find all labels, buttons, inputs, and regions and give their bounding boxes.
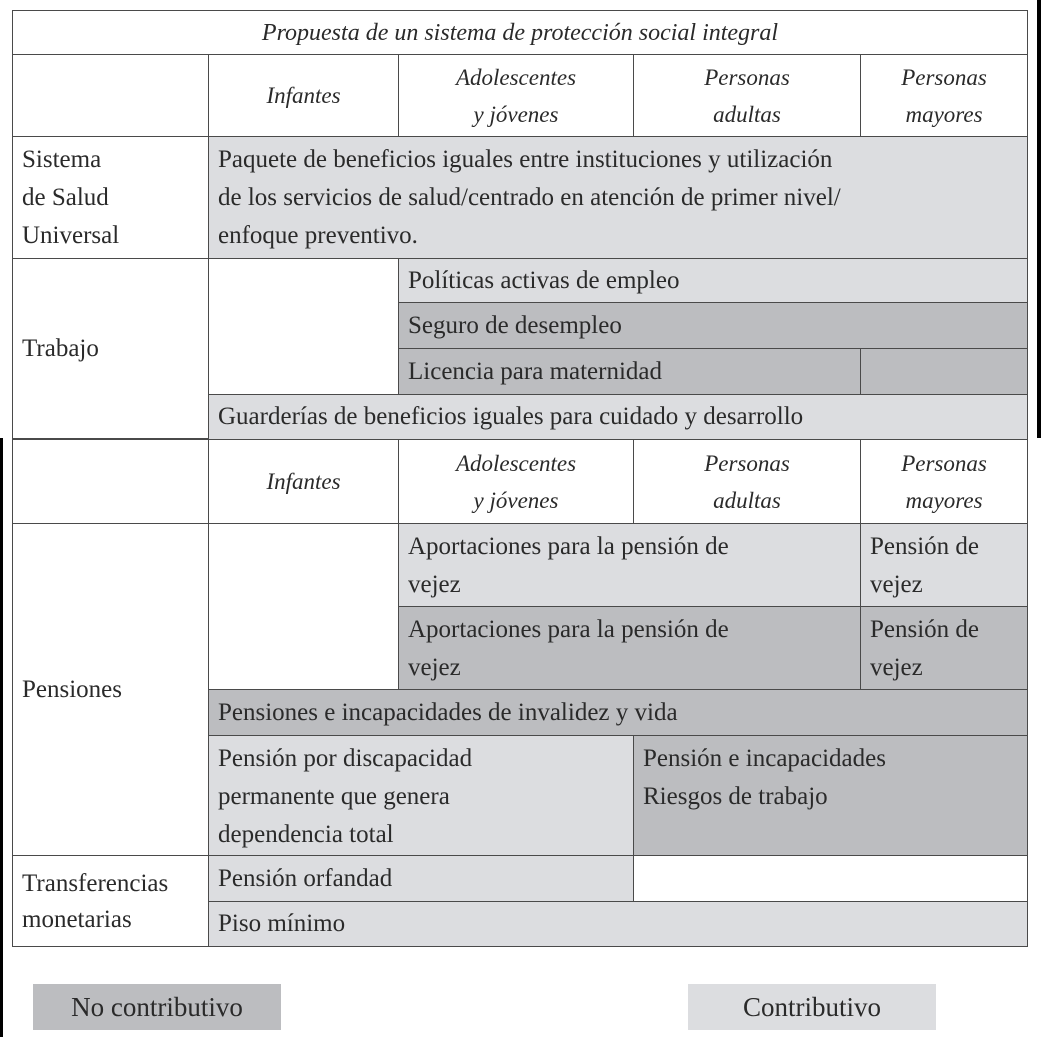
right-edge-bar	[1037, 0, 1041, 438]
header-infantes-2: Infantes	[208, 439, 399, 524]
row-label-pensiones: Pensiones	[12, 523, 209, 856]
salud-cell: Paquete de beneficios iguales entre instituciones y utilización de los servicios de salud/centrado en atención de primer nivel/ enfoque preventivo.	[208, 136, 1028, 259]
trabajo-licencia-mayores-empty	[860, 348, 1028, 395]
header-corner	[12, 54, 209, 137]
trabajo-empty-infantes	[208, 258, 399, 395]
trabajo-licencia-maternidad: Licencia para maternidad	[398, 348, 861, 395]
pensiones-riesgos-trabajo: Pensión e incapacidades Riesgos de trabajo	[633, 735, 1028, 856]
legend-contributivo: Contributivo	[688, 984, 936, 1030]
table-title: Propuesta de un sistema de protección social integral	[12, 10, 1028, 55]
pensiones-invalidez-vida: Pensiones e incapacidades de invalidez y vida	[208, 689, 1028, 736]
transferencias-piso-minimo: Piso mínimo	[208, 901, 1028, 947]
row-label-transferencias: Transferencias monetarias	[12, 855, 209, 947]
header-mayores-2: Personas mayores	[860, 439, 1028, 524]
row-label-salud: Sistema de Salud Universal	[12, 136, 209, 259]
pensiones-empty-infantes	[208, 523, 399, 690]
trabajo-seguro-desempleo: Seguro de desempleo	[398, 302, 1028, 349]
pensiones-vejez-2: Pensión de vejez	[860, 606, 1028, 690]
trabajo-politicas-empleo: Políticas activas de empleo	[398, 258, 1028, 303]
row-label-trabajo: Trabajo	[12, 258, 209, 439]
header-mayores: Personas mayores	[860, 54, 1028, 137]
pensiones-aportaciones-2: Aportaciones para la pensión de vejez	[398, 606, 861, 690]
header-adultas-2: Personas adultas	[633, 439, 861, 524]
transferencias-orfandad-empty	[633, 855, 1028, 902]
transferencias-orfandad: Pensión orfandad	[208, 855, 634, 902]
legend-no-contributivo: No contributivo	[33, 984, 281, 1030]
header-infantes: Infantes	[208, 54, 399, 137]
left-edge-bar	[0, 438, 3, 1037]
header-corner-2	[12, 439, 209, 524]
pensiones-discapacidad: Pensión por discapacidad permanente que genera dependencia total	[208, 735, 634, 856]
header-adultas: Personas adultas	[633, 54, 861, 137]
pensiones-aportaciones-1: Aportaciones para la pensión de vejez	[398, 523, 861, 607]
pensiones-vejez-1: Pensión de vejez	[860, 523, 1028, 607]
trabajo-guarderias: Guarderías de beneficios iguales para cuidado y desarrollo	[208, 394, 1028, 439]
header-adolescentes-2: Adolescentes y jóvenes	[398, 439, 634, 524]
header-adolescentes: Adolescentes y jóvenes	[398, 54, 634, 137]
